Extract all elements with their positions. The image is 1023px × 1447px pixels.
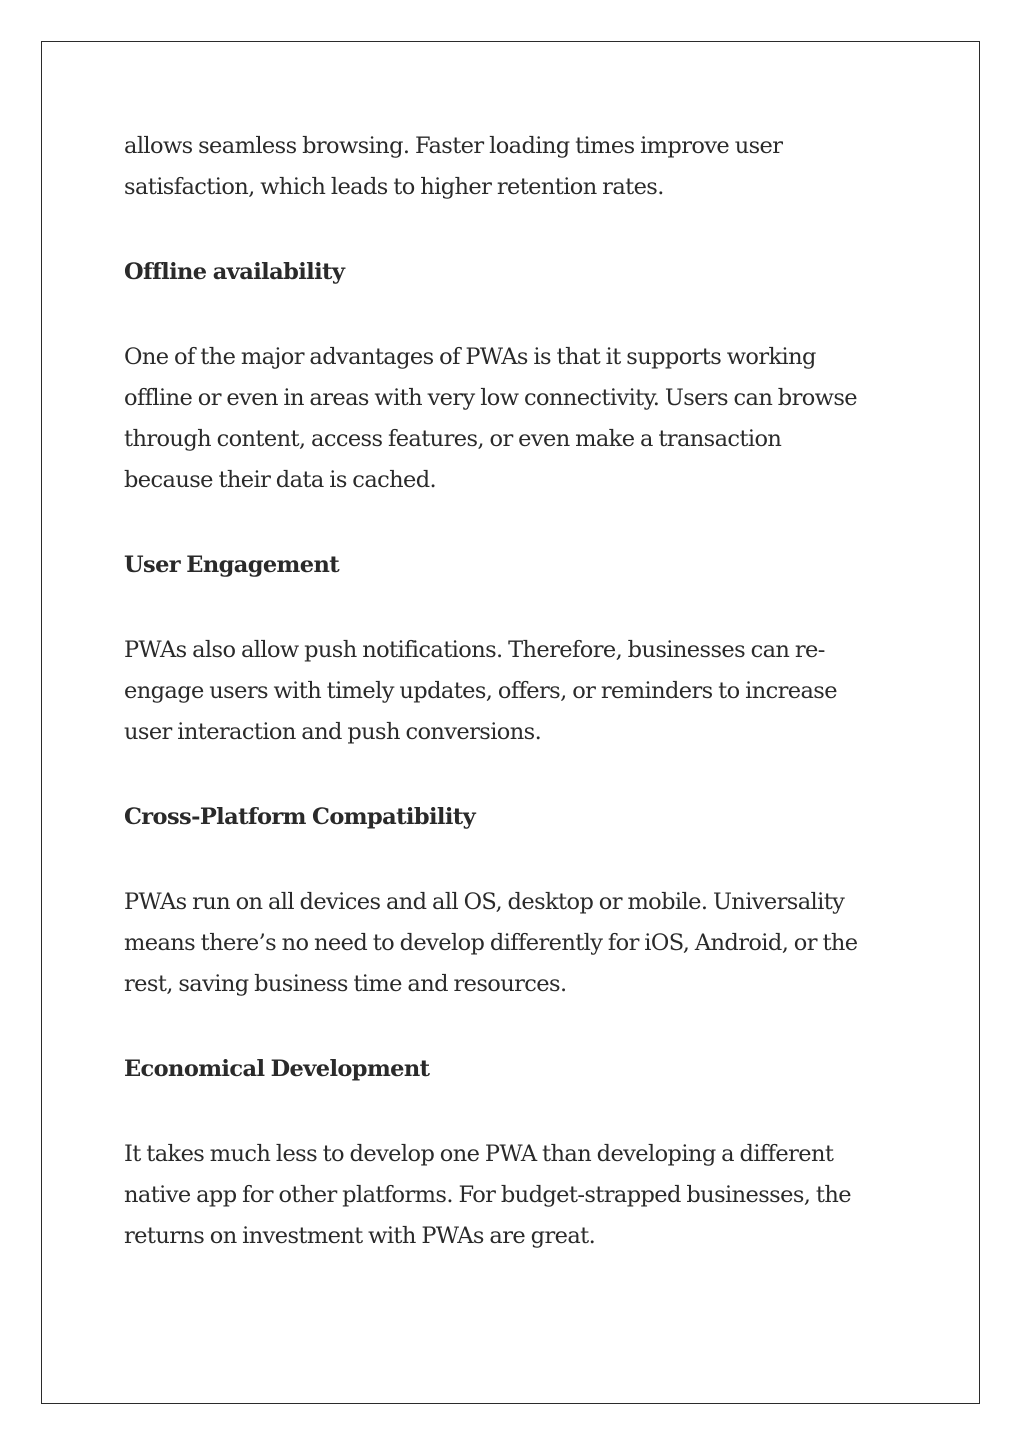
spacer xyxy=(124,753,914,797)
offline-availability-paragraph: One of the major advantages of PWAs is that it supports working offline or even in areas with very low connectivity. Users can browse through content, access features, or even make a transaction because their data is cached. xyxy=(124,344,857,493)
spacer xyxy=(124,1090,914,1134)
spacer xyxy=(124,838,914,882)
heading-user-engagement: User Engagement xyxy=(124,552,340,578)
document-body xyxy=(124,126,914,1257)
economical-development-paragraph: It takes much less to develop one PWA than developing a different native app for other platforms. For budget-strapped businesses, the returns on investment with PWAs are great. xyxy=(124,1141,851,1249)
user-engagement-paragraph: PWAs also allow push notifications. Therefore, businesses can re- engage users with timely updates, offers, or reminders to increase user interaction and push conversions. xyxy=(124,637,837,745)
spacer xyxy=(124,293,914,337)
heading-cross-platform-compatibility: Cross-Platform Compatibility xyxy=(124,804,476,830)
spacer xyxy=(124,1005,914,1049)
heading-offline-availability: Offline availability xyxy=(124,259,345,285)
spacer xyxy=(124,208,914,252)
spacer xyxy=(124,586,914,630)
heading-economical-development: Economical Development xyxy=(124,1056,430,1082)
intro-paragraph: allows seamless browsing. Faster loading times improve user satisfaction, which leads to higher retention rates. xyxy=(124,133,783,200)
spacer xyxy=(124,501,914,545)
cross-platform-paragraph: PWAs run on all devices and all OS, desktop or mobile. Universality means there’s no need to develop differently for iOS, Android, or the rest, saving business time and resources. xyxy=(124,889,858,997)
